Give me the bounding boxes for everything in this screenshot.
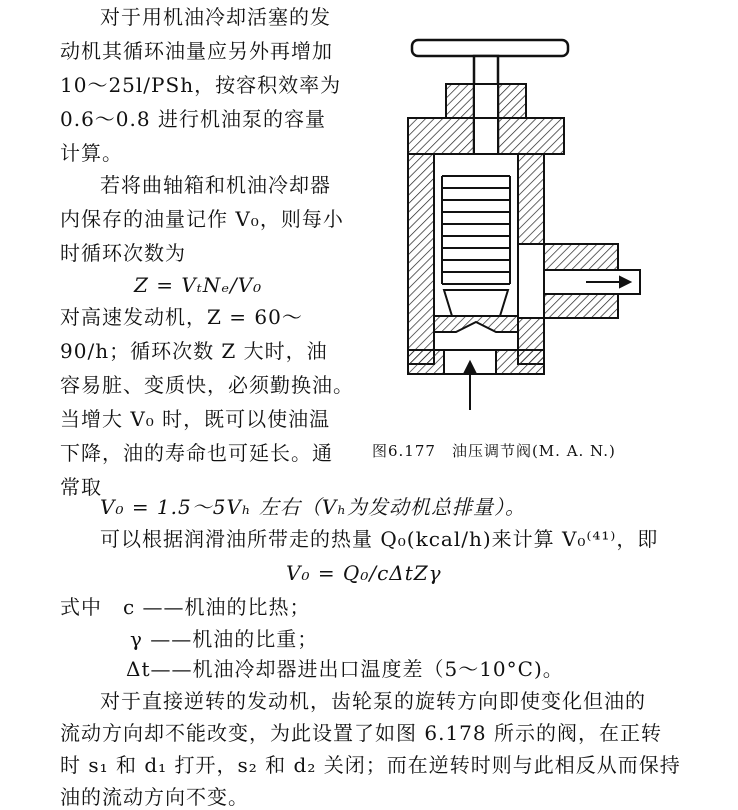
text-line: 若将曲轴箱和机油冷却器	[100, 173, 331, 197]
text-line: 时 s₁ 和 d₁ 打开，s₂ 和 d₂ 关闭；而在逆转时则与此相反从而保持	[60, 753, 681, 777]
text-line: 对于用机油冷却活塞的发	[100, 5, 331, 29]
handle-bar	[412, 40, 568, 56]
legend-line: 式中 c ——机油的比热；	[60, 595, 311, 619]
body-right-wall	[518, 154, 544, 244]
text-line: 时循环次数为	[60, 241, 186, 265]
equation-z: Z = VₜNₑ/V₀	[134, 273, 263, 297]
legend-line: γ ——机油的比重；	[130, 627, 319, 651]
figure-caption: 图6.177 油压调节阀(M. A. N.)	[372, 442, 616, 460]
text-line: 下降，油的寿命也可延长。通	[60, 441, 333, 465]
text-line: 0.6～0.8 进行机油泵的容量	[60, 107, 326, 131]
legend-line: Δt——机油冷却器进出口温度差（5～10°C)。	[126, 657, 564, 681]
text-line: 当增大 V₀ 时，既可以使油温	[60, 407, 331, 431]
valve-cone	[444, 290, 508, 316]
equation-v0: V₀ = Q₀/cΔtZγ	[286, 561, 442, 585]
text-line: 流动方向却不能改变，为此设置了如图 6.178 所示的阀，在正转	[60, 721, 662, 745]
inlet-arrow	[465, 362, 475, 410]
text-line: 10～25l/PSh，按容积效率为	[60, 73, 342, 97]
text-line: 计算。	[60, 141, 123, 165]
text-line: 对于直接逆转的发动机，齿轮泵的旋转方向即使变化但油的	[100, 689, 646, 713]
text-line: 可以根据润滑油所带走的热量 Q₀(kcal/h)来计算 V₀⁽⁴¹⁾，即	[100, 527, 659, 551]
text-line: 常取	[60, 475, 102, 499]
body-left-wall	[408, 154, 434, 364]
valve-figure	[382, 26, 644, 418]
text-line: 90/h；循环次数 Z 大时，油	[60, 339, 328, 363]
text-line: 动机其循环油量应另外再增加	[60, 39, 333, 63]
text-line: 对高速发动机，Z = 60～	[60, 305, 303, 329]
text-line: V₀ = 1.5～5Vₕ 左右（Vₕ为发动机总排量）。	[100, 495, 527, 519]
text-line: 油的流动方向不变。	[60, 785, 249, 809]
text-line: 容易脏、变质快，必须勤换油。	[60, 373, 354, 397]
text-line: 内保存的油量记作 V₀，则每小	[60, 207, 344, 231]
